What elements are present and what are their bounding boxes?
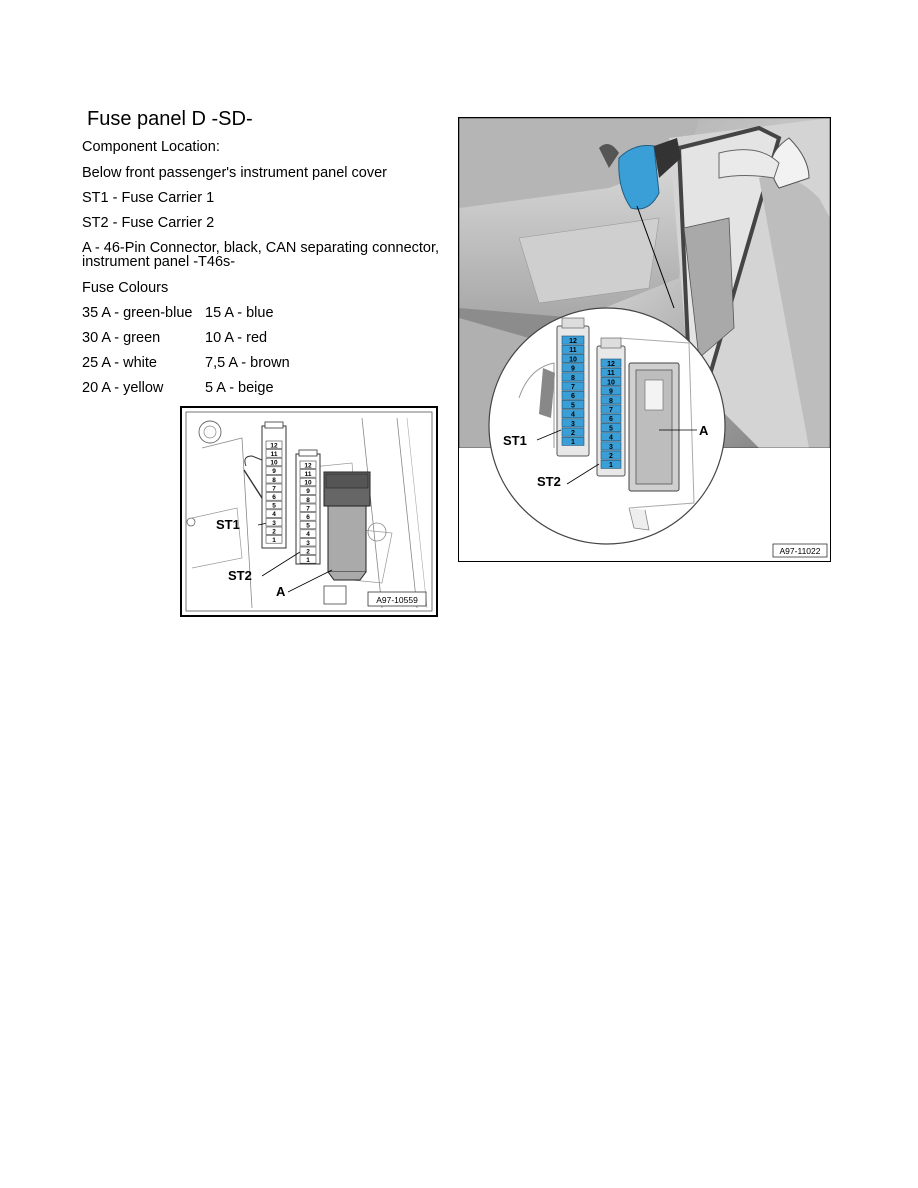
figure1-st2-fuse-number: 2 — [306, 548, 310, 556]
figure2-st1-fuse-number: 3 — [571, 420, 575, 428]
figure1-label-st1: ST1 — [216, 517, 240, 532]
fuse-colour-right: 10 A - red — [205, 330, 268, 346]
figure2-st1-fuse-number: 6 — [571, 393, 575, 401]
figure1-st1-fuse-number: 9 — [272, 468, 276, 476]
figure1-st1-fuse-number: 3 — [272, 519, 276, 527]
figure2-st2-fuse-number: 5 — [609, 425, 613, 433]
fuse-colour-table — [82, 305, 342, 405]
figure1-st2-fuse-number: 5 — [306, 522, 310, 530]
figure2-st2-fuse-number: 3 — [609, 443, 613, 451]
figure2-st1-fuse-number: 11 — [569, 347, 577, 355]
figure1-st2-fuse-number: 8 — [306, 496, 310, 504]
figure2-st1-fuse-number: 8 — [571, 374, 575, 382]
figure2-st1-fuse-number: 12 — [569, 338, 577, 345]
location-text: Below front passenger's instrument panel cover — [82, 165, 388, 181]
figure2-label-st2: ST2 — [537, 474, 561, 489]
figure2-st2-fuse-number: 6 — [609, 416, 613, 424]
figure2-st1-fuse-number: 5 — [571, 402, 575, 410]
figure1-label-a: A — [276, 584, 286, 599]
figure1-st1-fuse-number: 7 — [272, 485, 276, 493]
connector-line-2: instrument panel -T46s- — [82, 254, 236, 270]
fuse-colour-left: 25 A - white — [82, 355, 157, 371]
figure1-st1-fuse-number: 1 — [272, 537, 276, 544]
item-st1: ST1 - Fuse Carrier 1 — [82, 190, 215, 206]
figure1-st1-fuse-number: 4 — [272, 511, 276, 519]
figure2-st2-fuse-number: 7 — [609, 407, 613, 414]
figure1-st1-fuse-number: 6 — [272, 494, 276, 501]
figure2-st1-fuse-number: 4 — [571, 411, 575, 419]
fuse-colour-right: 15 A - blue — [205, 305, 274, 321]
fuse-colour-left: 30 A - green — [82, 330, 161, 346]
figure2-st2-fuse-number: 9 — [609, 388, 613, 396]
figure2-st2-fuse-number: 11 — [607, 370, 615, 378]
figure2-st2-fuse-number: 12 — [607, 361, 615, 368]
figure-fuse-carrier-drawing — [180, 406, 438, 617]
fuse-colour-right: 5 A - beige — [205, 380, 274, 396]
figure1-st1-fuse-number: 10 — [270, 459, 278, 467]
figure1-label-st2: ST2 — [228, 568, 252, 583]
figure2-st2-fuse-number: 10 — [607, 379, 615, 387]
figure1-st1-fuse-number: 5 — [272, 502, 276, 510]
figure2-st1-fuse-number: 7 — [571, 384, 575, 391]
connector-line-1: A - 46-Pin Connector, black, CAN separating connector, — [82, 240, 440, 256]
figure1-st2-fuse-number: 4 — [306, 531, 310, 539]
figure2-id: A97-11022 — [779, 546, 821, 556]
item-st2: ST2 - Fuse Carrier 2 — [82, 215, 215, 231]
figure2-st1-fuse-number: 2 — [571, 430, 575, 437]
figure1-st2-fuse-number: 10 — [304, 479, 312, 487]
figure2-st2-fuse-number: 4 — [609, 434, 613, 442]
figure1-st1-fuse-number: 8 — [272, 476, 276, 484]
figure1-st2-fuse-number: 7 — [306, 505, 310, 513]
fuse-colour-right: 7,5 A - brown — [205, 355, 290, 371]
item-connector — [82, 241, 439, 269]
figure1-st1-fuse-number: 2 — [272, 528, 276, 536]
fuse-colour-left: 35 A - green-blue — [82, 305, 193, 321]
page-title: Fuse panel D -SD- — [87, 108, 253, 130]
figure1-st2-fuse-number: 12 — [304, 462, 312, 470]
section-heading-location: Component Location: — [82, 139, 220, 155]
figure-fuse-panel-location — [458, 117, 831, 562]
figure2-st2-fuse-number: 8 — [609, 397, 613, 405]
figure1-st2-fuse-number: 11 — [304, 471, 312, 478]
figure1-st2-fuse-number: 9 — [306, 488, 310, 496]
figure2-st1-fuse-number: 10 — [569, 356, 577, 364]
figure2-st2-fuse-number: 2 — [609, 453, 613, 460]
figure2-label-st1: ST1 — [503, 433, 527, 448]
figure1-id: A97-10559 — [376, 595, 418, 605]
figure2-st1-fuse-number: 1 — [571, 439, 575, 447]
fuse-colour-left: 20 A - yellow — [82, 380, 164, 396]
figure1-st2-fuse-number: 3 — [306, 539, 310, 547]
figure2-st1-fuse-number: 9 — [571, 365, 575, 373]
figure1-st2-fuse-number: 6 — [306, 514, 310, 521]
figure1-st1-fuse-number: 12 — [270, 442, 278, 450]
section-heading-colours: Fuse Colours — [82, 280, 169, 296]
figure1-st1-fuse-number: 11 — [270, 451, 278, 458]
figure2-label-a: A — [699, 423, 709, 438]
figure2-st2-fuse-number: 1 — [609, 462, 613, 470]
figure1-st2-fuse-number: 1 — [306, 557, 310, 564]
